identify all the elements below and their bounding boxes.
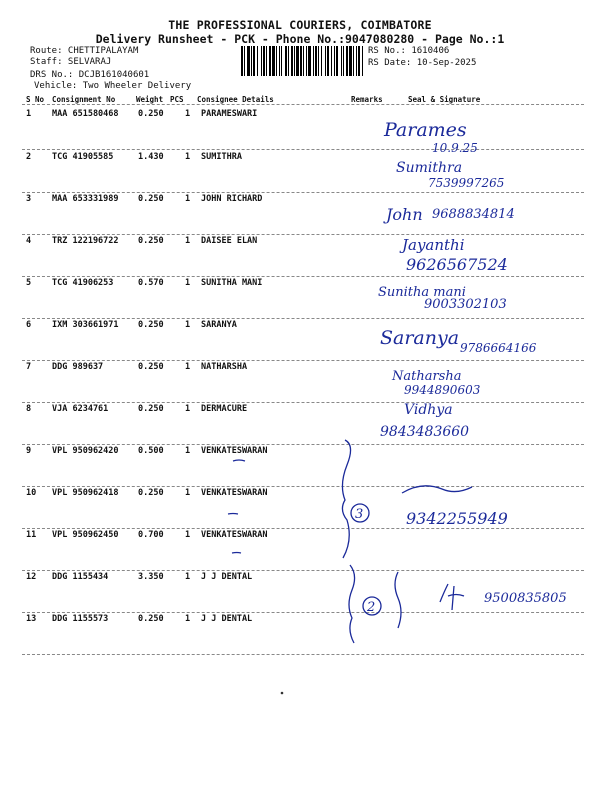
row-weight: 0.250	[138, 362, 164, 372]
ink-mark-10	[228, 514, 238, 515]
row-weight: 0.250	[138, 109, 164, 119]
drs-number: DRS No.: DCJB161040601	[30, 70, 150, 80]
row-consignment-no: TRZ 122196722	[52, 236, 119, 246]
signature-6-phone: 9786664166	[460, 341, 537, 355]
row-weight: 0.570	[138, 278, 164, 288]
signature-3-phone: 9688834814	[432, 207, 515, 222]
row-consignee: SUMITHRA	[201, 152, 242, 162]
brace-group-2-right	[395, 572, 401, 628]
signature-4-phone: 9626567524	[406, 255, 508, 274]
row-pcs: 1	[185, 278, 191, 288]
brace-group-3	[342, 440, 350, 558]
row-pcs: 1	[185, 530, 191, 540]
signature-5-phone: 9003302103	[424, 297, 507, 312]
row-consignee: DAISEE ELAN	[201, 236, 258, 246]
signature-7: Natharsha	[392, 369, 462, 384]
signature-group-2	[440, 584, 464, 610]
rs-number: RS No.: 1610406	[368, 46, 450, 56]
row-sno: 7	[26, 362, 32, 372]
row-consignee: NATHARSHA	[201, 362, 248, 372]
row-sno: 4	[26, 236, 32, 246]
signature-8-phone: 9843483660	[380, 424, 470, 440]
row-pcs: 1	[185, 614, 191, 624]
ink-mark-9	[233, 460, 245, 461]
row-consignee: J J DENTAL	[201, 572, 253, 582]
signature-8: Vidhya	[404, 402, 453, 418]
col-remarks: Remarks	[351, 95, 383, 104]
row-weight: 0.500	[138, 446, 164, 456]
signature-6: Saranya	[380, 327, 460, 349]
staff-label: Staff: SELVARAJ	[30, 57, 112, 67]
row-weight: 0.250	[138, 488, 164, 498]
row-pcs: 1	[185, 404, 191, 414]
row-sno: 10	[26, 488, 37, 498]
row-consignee: PARAMESWARI	[201, 109, 258, 119]
signature-3: John	[386, 205, 423, 224]
row-weight: 1.430	[138, 152, 164, 162]
row-weight: 0.250	[138, 614, 164, 624]
signature-7-phone: 9944890603	[404, 383, 481, 397]
row-pcs: 1	[185, 152, 191, 162]
signature-5: Sunitha mani	[378, 285, 466, 300]
row-pcs: 1	[185, 572, 191, 582]
signature-1-date: 10.9.25	[432, 141, 478, 155]
signature-2: Sumithra	[396, 160, 463, 176]
row-consignee: VENKATESWARAN	[201, 530, 268, 540]
col-seal-signature: Seal & Signature	[408, 95, 481, 104]
col-weight: Weight	[136, 95, 164, 104]
row-pcs: 1	[185, 488, 191, 498]
runsheet-title: THE PROFESSIONAL COURIERS, COIMBATORE	[168, 18, 432, 32]
ink-mark-11	[232, 553, 241, 554]
group-2-phone: 9500835805	[484, 591, 567, 606]
row-sno: 6	[26, 320, 32, 330]
signature-1: Parames	[384, 119, 467, 141]
row-consignee: SUNITHA MANI	[201, 278, 263, 288]
stray-mark	[281, 692, 284, 695]
row-consignment-no: DDG 989637	[52, 362, 104, 372]
signature-2-phone: 7539997265	[428, 176, 505, 190]
row-consignment-no: DDG 1155434	[52, 572, 109, 582]
col-sno: S No	[26, 95, 45, 104]
row-consignee: DERMACURE	[201, 404, 248, 414]
brace-group-2-left	[349, 565, 355, 643]
row-consignee: JOHN RICHARD	[201, 194, 263, 204]
row-consignment-no: TCG 41906253	[52, 278, 114, 288]
row-consignment-no: VJA 6234761	[52, 404, 109, 414]
runsheet-subtitle: Delivery Runsheet - PCK - Phone No.:9047080280 - Page No.:1	[95, 32, 505, 46]
row-weight: 0.250	[138, 194, 164, 204]
row-sno: 11	[26, 530, 37, 540]
row-consignment-no: VPL 950962420	[52, 446, 119, 456]
row-consignment-no: VPL 950962418	[52, 488, 119, 498]
row-sno: 9	[26, 446, 32, 456]
row-consignment-no: MAA 653331989	[52, 194, 119, 204]
row-consignee: J J DENTAL	[201, 614, 253, 624]
row-pcs: 1	[185, 236, 191, 246]
row-sno: 1	[26, 109, 32, 119]
row-sno: 12	[26, 572, 37, 582]
rs-date: RS Date: 10-Sep-2025	[368, 58, 477, 68]
signature-4: Jayanthi	[402, 236, 465, 254]
row-consignment-no: TCG 41905585	[52, 152, 114, 162]
row-pcs: 1	[185, 320, 191, 330]
row-sno: 2	[26, 152, 32, 162]
row-consignment-no: MAA 651580468	[52, 109, 119, 119]
col-pcs: PCS	[170, 95, 184, 104]
row-pcs: 1	[185, 109, 191, 119]
group-2-count: 2	[367, 600, 376, 615]
col-consignee: Consignee Details	[197, 95, 274, 104]
row-consignee: VENKATESWARAN	[201, 488, 268, 498]
row-weight: 0.250	[138, 236, 164, 246]
vehicle-label: Vehicle: Two Wheeler Delivery	[34, 81, 192, 91]
row-weight: 3.350	[138, 572, 164, 582]
row-sno: 5	[26, 278, 32, 288]
group-3-count: 3	[355, 507, 364, 522]
row-consignment-no: IXM 303661971	[52, 320, 119, 330]
row-sno: 8	[26, 404, 32, 414]
col-consignment: Consignment No	[52, 95, 116, 104]
row-pcs: 1	[185, 446, 191, 456]
row-weight: 0.700	[138, 530, 164, 540]
row-pcs: 1	[185, 362, 191, 372]
route-label: Route: CHETTIPALAYAM	[30, 46, 139, 56]
row-pcs: 1	[185, 194, 191, 204]
signature-group-3	[402, 486, 472, 493]
row-consignment-no: VPL 950962450	[52, 530, 119, 540]
row-consignment-no: DDG 1155573	[52, 614, 109, 624]
row-consignee: VENKATESWARAN	[201, 446, 268, 456]
row-sno: 3	[26, 194, 32, 204]
row-consignee: SARANYA	[201, 320, 237, 330]
row-sno: 13	[26, 614, 37, 624]
row-weight: 0.250	[138, 320, 164, 330]
group-3-phone: 9342255949	[406, 509, 508, 528]
row-weight: 0.250	[138, 404, 164, 414]
